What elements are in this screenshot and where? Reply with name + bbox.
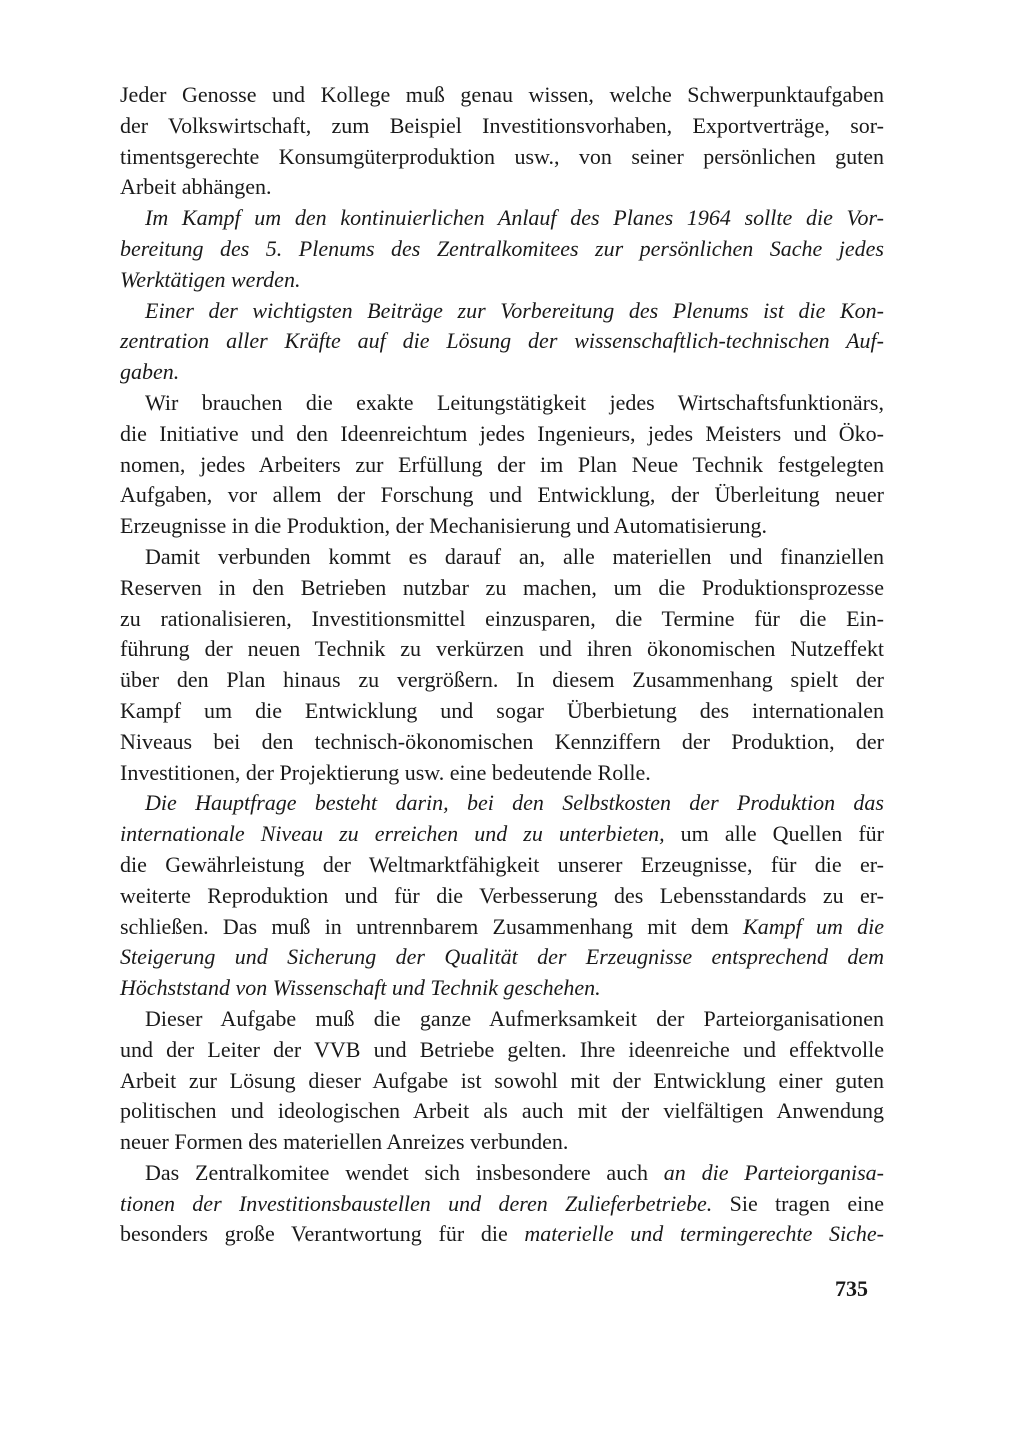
document-body: [120, 80, 884, 1250]
text-line: [120, 419, 884, 450]
text-line: [120, 881, 884, 912]
text-line: [120, 1189, 884, 1220]
text-run: Investitionen, der Projektierung usw. eine bedeutende Rolle.: [120, 759, 651, 785]
text-line: [120, 727, 884, 758]
text-run: Erzeugnisse in die Produktion, der Mechanisierung und Automatisierung.: [120, 513, 768, 539]
text-line: [120, 788, 884, 819]
text-line: [120, 1127, 884, 1158]
text-line: [120, 942, 884, 973]
text-run: führung der neuen Technik zu verkürzen und ihren ökonomischen Nutzeffekt: [120, 636, 884, 662]
italic-text-run: tionen der Investitionsbaustellen und deren Zulieferbetriebe.: [120, 1190, 713, 1216]
text-line: [120, 634, 884, 665]
italic-text-run: Im Kampf um den kontinuierlichen Anlauf des Planes 1964 sollte die Vor-: [145, 205, 884, 231]
text-line: [120, 1035, 884, 1066]
text-line: [120, 819, 884, 850]
page-number: 735: [835, 1276, 868, 1301]
text-line: [120, 80, 884, 111]
text-line: [120, 265, 884, 296]
text-line: [120, 234, 884, 265]
text-run: schließen. Das muß in untrennbarem Zusammenhang mit dem: [120, 913, 744, 939]
text-run: Jeder Genosse und Kollege muß genau wissen, welche Schwerpunktaufgaben: [120, 82, 884, 107]
italic-text-run: zentration aller Kräfte auf die Lösung der wissenschaftlich-technischen Auf-: [120, 328, 884, 354]
text-run: neuer Formen des materiellen Anreizes verbunden.: [120, 1129, 569, 1155]
text-run: die Initiative und den Ideenreichtum jedes Ingenieurs, jedes Meisters und Öko-: [120, 420, 884, 446]
text-line: [120, 172, 884, 203]
text-run: zu rationalisieren, Investitionsmittel einzusparen, die Termine für die Ein-: [120, 605, 884, 631]
text-run: politischen und ideologischen Arbeit als auch mit der vielfältigen Anwendung: [120, 1098, 884, 1124]
text-line: [120, 296, 884, 327]
text-line: [120, 1096, 884, 1127]
text-line: [120, 142, 884, 173]
text-line: [120, 758, 884, 789]
italic-text-run: Die Hauptfrage besteht darin, bei den Selbstkosten der Produktion das: [145, 790, 884, 816]
text-line: [120, 850, 884, 881]
italic-text-run: Steigerung und Sicherung der Qualität der Erzeugnisse entsprechend dem: [120, 944, 884, 970]
text-line: [120, 542, 884, 573]
text-run: über den Plan hinaus zu vergrößern. In diesem Zusammenhang spielt der: [120, 667, 884, 693]
text-run: um alle Quellen für: [664, 821, 884, 847]
italic-text-run: internationale Niveau zu erreichen und zu unterbieten,: [120, 821, 665, 847]
text-line: [120, 1004, 884, 1035]
italic-text-run: Werktätigen werden.: [120, 266, 301, 292]
text-line: [120, 696, 884, 727]
text-run: Wir brauchen die exakte Leitungstätigkeit jedes Wirtschaftsfunktionärs,: [145, 389, 884, 415]
text-run: Arbeit zur Lösung dieser Aufgabe ist sowohl mit der Entwicklung einer guten: [120, 1067, 884, 1093]
italic-text-run: bereitung des 5. Plenums des Zentralkomitees zur persönlichen Sache jedes: [120, 235, 884, 261]
text-run: nomen, jedes Arbeiters zur Erfüllung der im Plan Neue Technik festgelegten: [120, 451, 884, 477]
italic-text-run: gaben.: [120, 359, 180, 385]
text-line: [120, 973, 884, 1004]
text-line: [120, 326, 884, 357]
text-line: [120, 1066, 884, 1097]
text-line: [120, 1158, 884, 1189]
text-run: Niveaus bei den technisch-ökonomischen Kennziffern der Produktion, der: [120, 728, 884, 754]
italic-text-run: materielle und termingerechte Siche-: [524, 1221, 884, 1247]
italic-text-run: an die Parteiorganisa-: [663, 1159, 884, 1185]
italic-text-run: Einer der wichtigsten Beiträge zur Vorbereitung des Plenums ist die Kon-: [145, 297, 884, 323]
text-line: [120, 357, 884, 388]
text-line: [120, 573, 884, 604]
text-line: [120, 1219, 884, 1250]
text-line: [120, 450, 884, 481]
text-run: weiterte Reproduktion und für die Verbesserung des Lebensstandards zu er-: [120, 882, 884, 908]
text-run: Damit verbunden kommt es darauf an, alle materiellen und finanziellen: [145, 543, 884, 569]
text-line: [120, 203, 884, 234]
text-run: Sie tragen eine: [712, 1190, 884, 1216]
text-run: Aufgaben, vor allem der Forschung und Entwicklung, der Überleitung neuer: [120, 482, 884, 508]
italic-text-run: Höchststand von Wissenschaft und Technik geschehen.: [120, 975, 601, 1001]
text-line: [120, 480, 884, 511]
text-run: Dieser Aufgabe muß die ganze Aufmerksamkeit der Parteiorganisationen: [145, 1005, 884, 1031]
text-run: die Gewährleistung der Weltmarktfähigkeit unserer Erzeugnisse, für die er-: [120, 851, 884, 877]
text-run: Kampf um die Entwicklung und sogar Überbietung des internationalen: [120, 697, 884, 723]
text-line: [120, 111, 884, 142]
text-line: [120, 388, 884, 419]
text-run: der Volkswirtschaft, zum Beispiel Investitionsvorhaben, Exportverträge, sor-: [120, 112, 884, 138]
text-run: und der Leiter der VVB und Betriebe gelten. Ihre ideenreiche und effektvolle: [120, 1036, 884, 1062]
text-line: [120, 912, 884, 943]
text-run: Reserven in den Betrieben nutzbar zu machen, um die Produktionsprozesse: [120, 574, 884, 600]
text-line: [120, 511, 884, 542]
text-line: [120, 665, 884, 696]
text-run: Arbeit abhängen.: [120, 174, 272, 200]
text-run: Das Zentralkomitee wendet sich insbesondere auch: [145, 1159, 664, 1185]
text-run: besonders große Verantwortung für die: [120, 1221, 525, 1247]
text-line: [120, 604, 884, 635]
text-run: timentsgerechte Konsumgüterproduktion usw., von seiner persönlichen guten: [120, 143, 884, 169]
italic-text-run: Kampf um die: [743, 913, 884, 939]
